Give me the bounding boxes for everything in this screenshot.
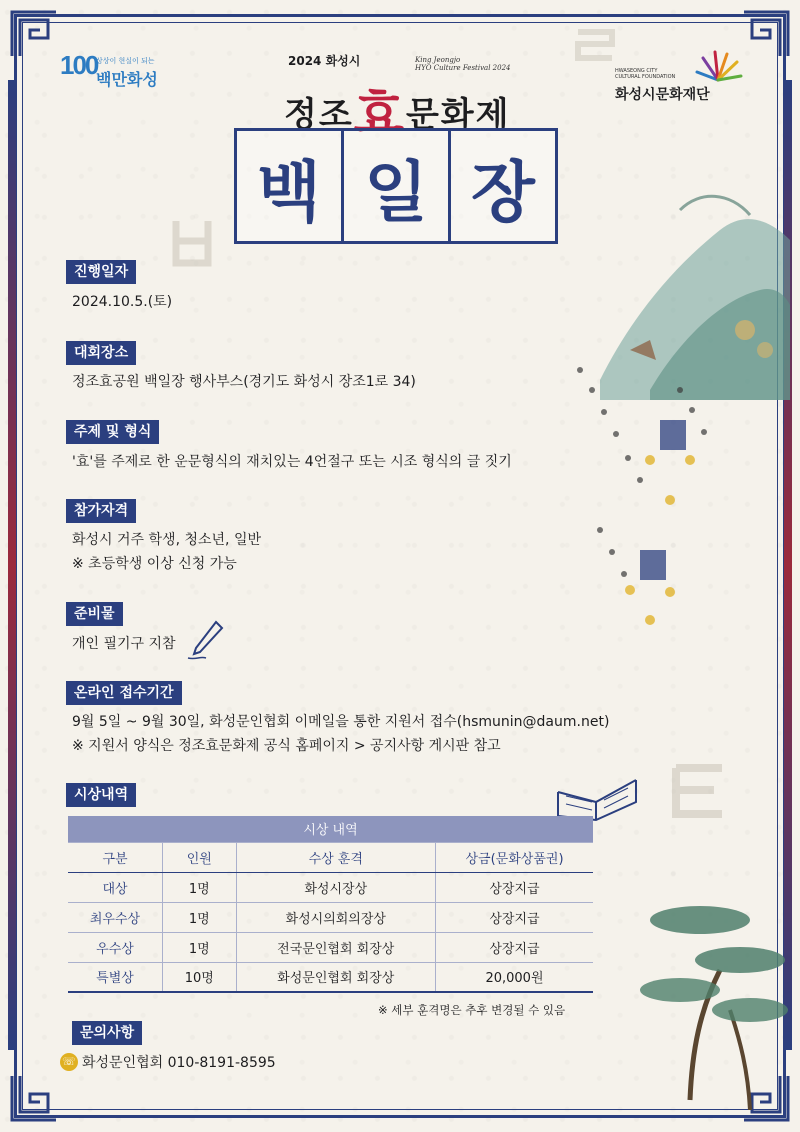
award-prize: 20,000원: [436, 962, 594, 992]
awards-header-cell: 수상 훈격: [236, 842, 436, 872]
faded-letter-decoration: [570, 20, 620, 70]
pen-icon: [186, 618, 226, 662]
festival-title-logo: [270, 30, 530, 145]
contact-text: 화성문인협회 010-8191-8595: [82, 1055, 276, 1071]
award-count: 1명: [163, 872, 237, 902]
award-title: 화성시장상: [236, 872, 436, 902]
awards-caption-row: [68, 816, 593, 842]
sunburst-logo-icon: [693, 50, 743, 84]
table-row: [68, 902, 593, 932]
contact-info: [60, 1052, 276, 1072]
awards-header-cell: 인원: [163, 842, 237, 872]
phone-icon: ☏: [60, 1053, 78, 1071]
eligibility-line1: 화성시 거주 학생, 청소년, 일반: [72, 532, 261, 548]
awards-header-row: [68, 842, 593, 872]
royal-procession-painting: [560, 330, 760, 670]
hwaseong-cultural-foundation-logo: [615, 50, 745, 103]
festival-english-line1: King Jeongjo: [415, 56, 461, 64]
award-prize: 상장지급: [436, 932, 594, 962]
main-title-char: 장: [448, 128, 558, 244]
foundation-name: 화성시문화재단: [615, 87, 710, 103]
corner-ornament-top-right: [740, 8, 792, 60]
main-title: [234, 128, 555, 244]
awards-caption: 시상 내역: [68, 816, 593, 842]
award-category: 최우수상: [68, 902, 163, 932]
open-book-icon: [552, 772, 642, 822]
venue-text: 정조효공원 백일장 행사부스(경기도 화성시 장조1로 34): [72, 374, 416, 390]
registration-line2: ※ 지원서 양식은 정조효문화제 공식 홈페이지 > 공지사항 게시판 참고: [72, 738, 501, 754]
festival-title-before: 정조: [284, 95, 354, 135]
main-title-char: 일: [341, 128, 451, 244]
registration-label: 온라인 접수기간: [66, 681, 182, 705]
faded-letter-decoration: [668, 760, 730, 822]
corner-ornament-bottom-left: [8, 1072, 60, 1124]
venue-label: 대회장소: [66, 341, 136, 365]
table-row: [68, 872, 593, 902]
theme-label: 주제 및 형식: [66, 420, 159, 444]
festival-year-city: 2024 화성시: [288, 54, 361, 68]
award-category: 특별상: [68, 962, 163, 992]
logo-name: 백만화성: [96, 70, 158, 89]
award-title: 전국문인협회 회장상: [236, 932, 436, 962]
awards-header-cell: 구분: [68, 842, 163, 872]
theme-text: '효'를 주제로 한 운문형식의 재치있는 4언절구 또는 시조 형식의 글 짓기: [72, 454, 512, 470]
baekmanhwaseong-logo: [60, 50, 190, 100]
supplies-label: 준비물: [66, 602, 123, 626]
award-count: 10명: [163, 962, 237, 992]
award-title: 화성시의회의장상: [236, 902, 436, 932]
award-category: 우수상: [68, 932, 163, 962]
supplies-text: 개인 필기구 지참: [72, 636, 176, 652]
faded-letter-decoration: [168, 215, 216, 271]
festival-title-after: 문화제: [405, 95, 511, 135]
award-title: 화성문인협회 회장상: [236, 962, 436, 992]
registration-line1: 9월 5일 ~ 9월 30일, 화성문인협회 이메일을 통한 지원서 접수(hsmunin@daum.net): [72, 714, 610, 730]
contact-label: 문의사항: [72, 1021, 142, 1045]
corner-ornament-top-left: [8, 8, 60, 60]
pine-tree-painting: [630, 880, 790, 1110]
foundation-english-line1: HWASEONG CITY: [615, 68, 658, 74]
foundation-english-line2: CULTURAL FOUNDATION: [615, 74, 676, 80]
award-category: 대상: [68, 872, 163, 902]
date-text: 2024.10.5.(토): [72, 294, 173, 310]
awards-table: [68, 816, 593, 993]
eligibility-label: 참가자격: [66, 499, 136, 523]
awards-note: ※ 세부 훈격명은 추후 변경될 수 있음: [378, 1003, 566, 1017]
logo-tagline: 상상이 현실이 되는: [96, 57, 155, 65]
awards-header-cell: 상금(문화상품권): [436, 842, 594, 872]
logo-number: 100: [60, 50, 98, 80]
awards-label: 시상내역: [66, 783, 136, 807]
eligibility-line2: ※ 초등학생 이상 신청 가능: [72, 556, 237, 572]
award-count: 1명: [163, 932, 237, 962]
left-frame-bar: [8, 80, 16, 1050]
main-title-char: 백: [234, 128, 344, 244]
table-row: [68, 932, 593, 962]
festival-title-hyo: 효: [353, 84, 406, 145]
award-prize: 상장지급: [436, 872, 594, 902]
table-row: [68, 962, 593, 992]
festival-english-line2: HYO Culture Festival 2024: [415, 64, 511, 72]
award-prize: 상장지급: [436, 902, 594, 932]
date-label: 진행일자: [66, 260, 136, 284]
award-count: 1명: [163, 902, 237, 932]
